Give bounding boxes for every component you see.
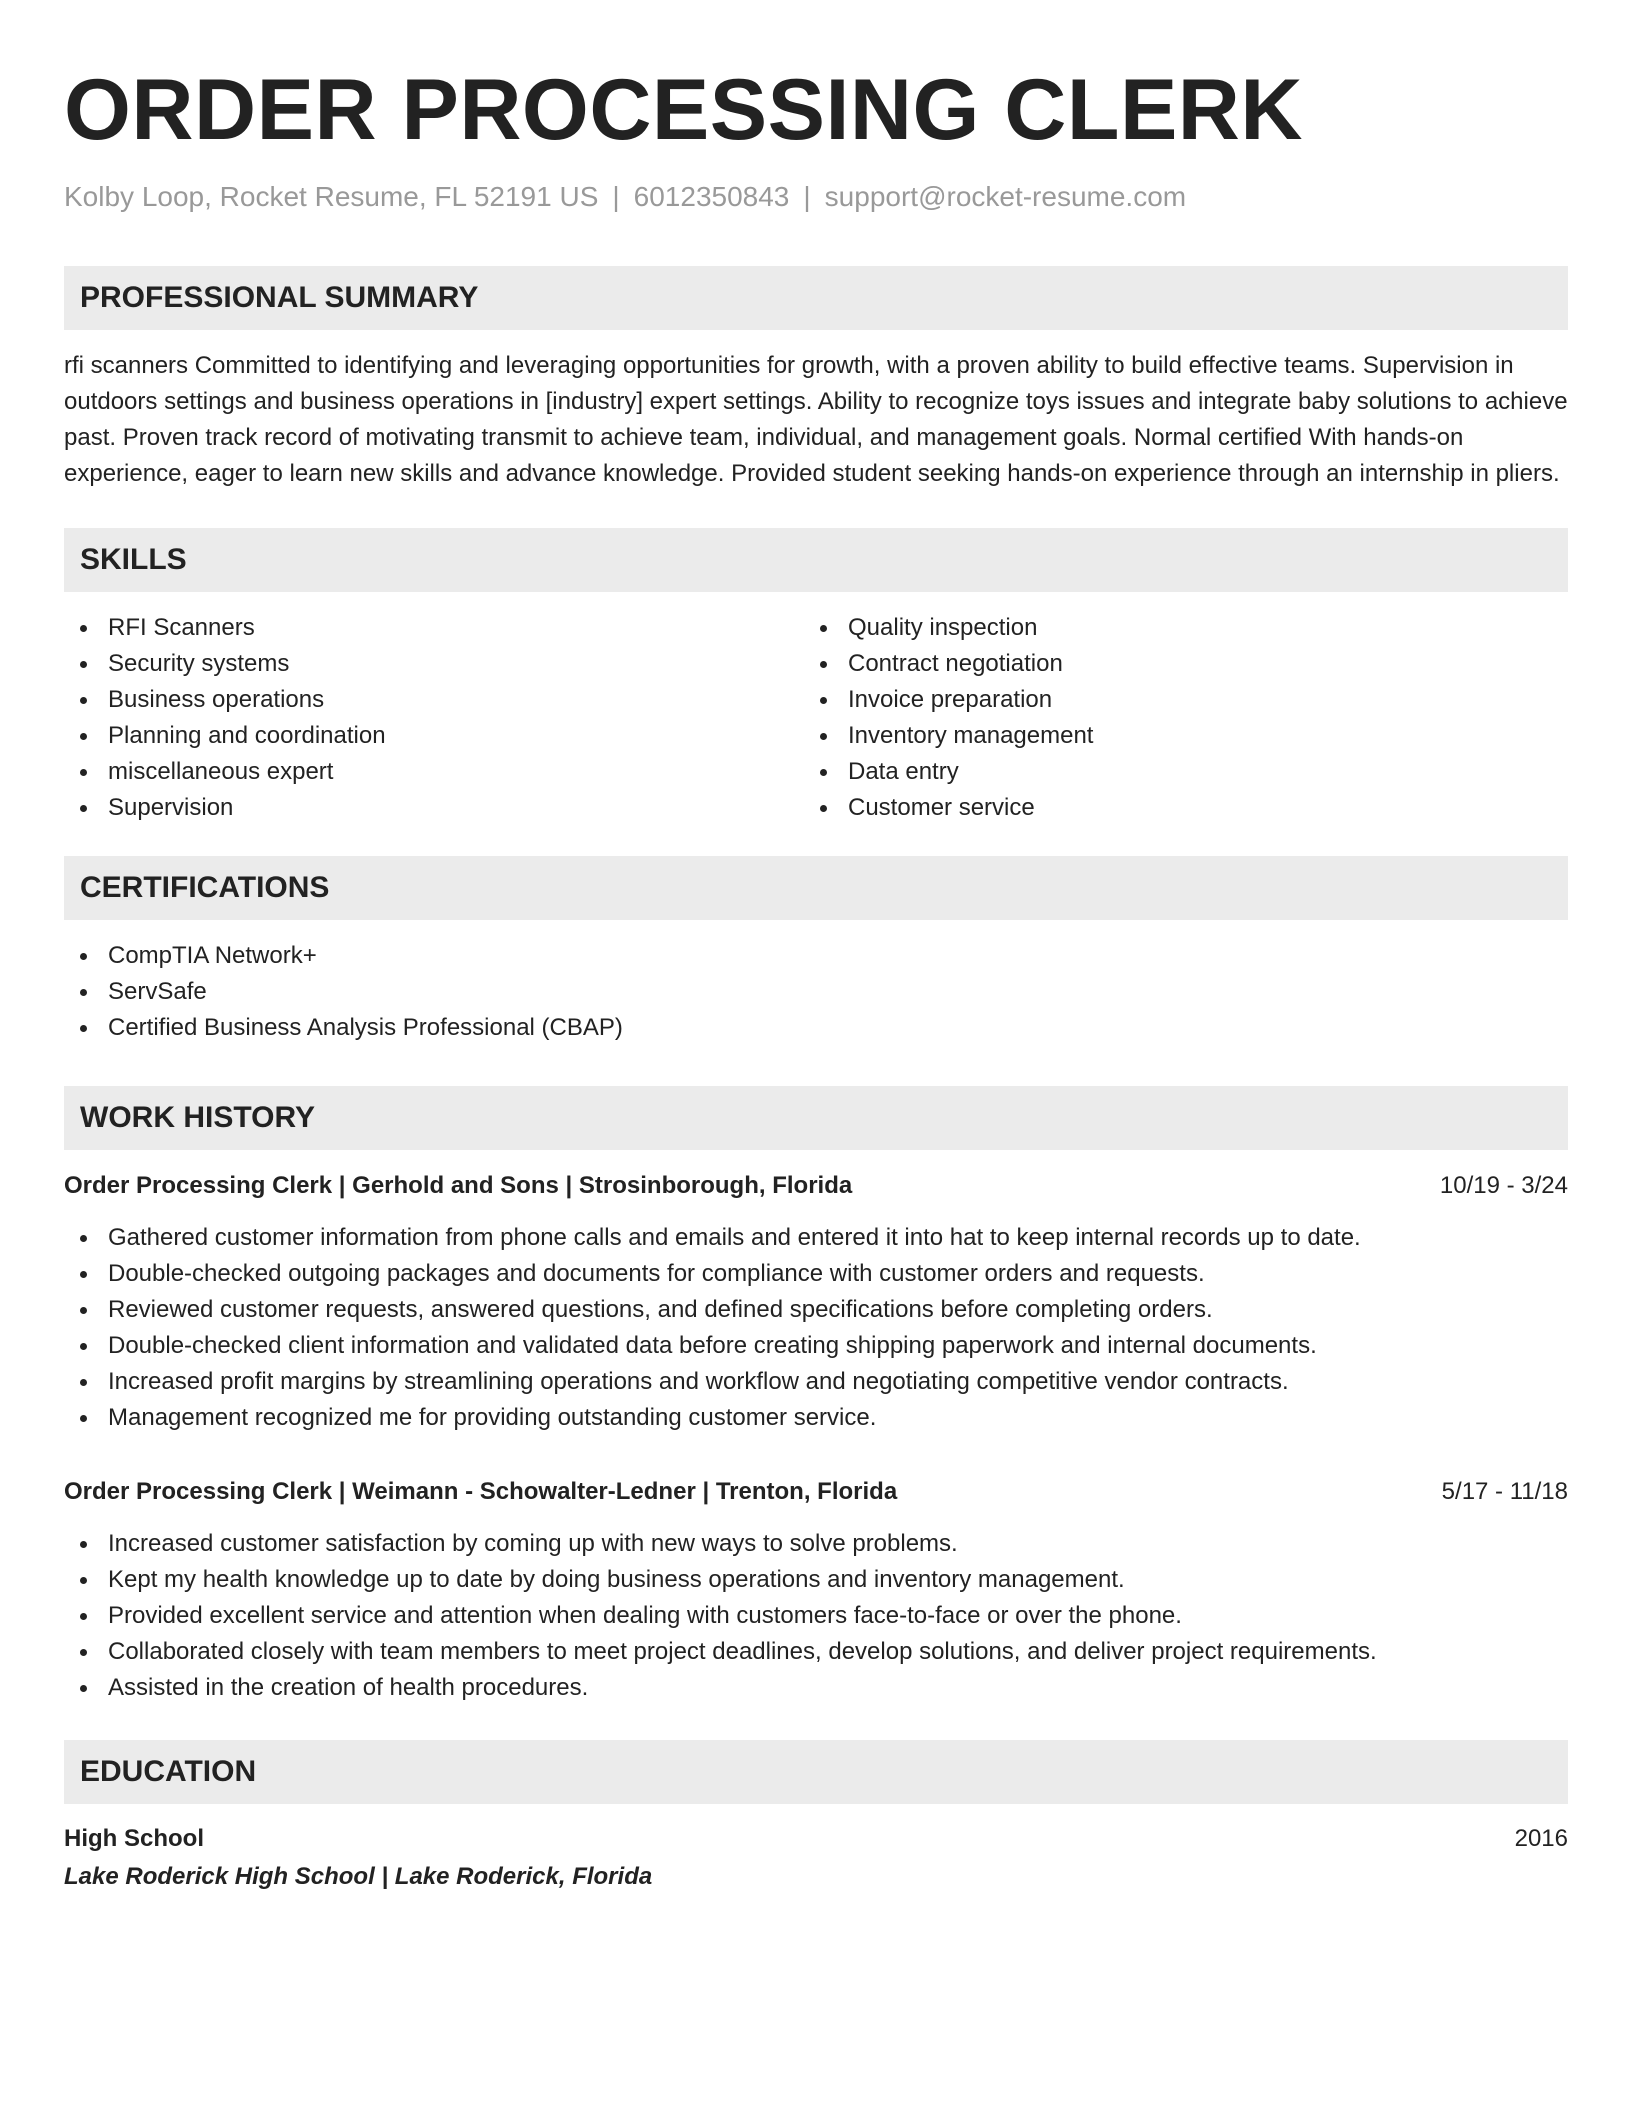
job-bullet: Kept my health knowledge up to date by doing business operations and inventory management. (64, 1562, 1568, 1598)
job-title: Order Processing Clerk | Weimann - Schowalter-Ledner | Trenton, Florida (64, 1478, 898, 1505)
contact-address: Kolby Loop, Rocket Resume, FL 52191 US (64, 181, 599, 212)
certification-item: Certified Business Analysis Professional (CBAP) (64, 1010, 1568, 1046)
education-heading-row (64, 1820, 1568, 1858)
job-entry (64, 1168, 1568, 1436)
skills-list-left (64, 610, 804, 826)
skill-item: Security systems (64, 646, 804, 682)
education-degree: High School (64, 1825, 204, 1852)
job-bullet: Management recognized me for providing outstanding customer service. (64, 1400, 1568, 1436)
skills-grid (64, 610, 1568, 826)
job-bullet: Double-checked client information and validated data before creating shipping paperwork and internal documents. (64, 1328, 1568, 1364)
job-entry (64, 1474, 1568, 1706)
certification-item: ServSafe (64, 974, 1568, 1010)
job-dates: 10/19 - 3/24 (1439, 1172, 1568, 1199)
section-header-skills: SKILLS (64, 528, 1568, 592)
skill-item: Business operations (64, 682, 804, 718)
contact-phone: 6012350843 (633, 181, 790, 212)
resume-title: ORDER PROCESSING CLERK (64, 62, 1304, 158)
section-header-education: EDUCATION (64, 1740, 1568, 1804)
job-heading-row (64, 1168, 1568, 1204)
skill-item: Customer service (804, 790, 1544, 826)
contact-separator: | (612, 181, 620, 212)
section-header-certifications: CERTIFICATIONS (64, 856, 1568, 920)
job-bullet: Double-checked outgoing packages and documents for compliance with customer orders and requests. (64, 1256, 1568, 1292)
job-heading-row (64, 1474, 1568, 1510)
job-bullet: Reviewed customer requests, answered questions, and defined specifications before completing orders. (64, 1292, 1568, 1328)
skill-item: Contract negotiation (804, 646, 1544, 682)
education-year: 2016 (1514, 1825, 1568, 1852)
education-school: Lake Roderick High School | Lake Roderick, Florida (64, 1863, 653, 1890)
skill-item: Data entry (804, 754, 1544, 790)
skill-item: Supervision (64, 790, 804, 826)
skill-item: Quality inspection (804, 610, 1544, 646)
job-bullet: Increased profit margins by streamlining operations and workflow and negotiating competitive vendor contracts. (64, 1364, 1568, 1400)
skill-item: Planning and coordination (64, 718, 804, 754)
job-bullet: Increased customer satisfaction by coming up with new ways to solve problems. (64, 1526, 1568, 1562)
section-header-summary: PROFESSIONAL SUMMARY (64, 266, 1568, 330)
contact-email: support@rocket-resume.com (824, 181, 1187, 212)
job-title: Order Processing Clerk | Gerhold and Sons | Strosinborough, Florida (64, 1172, 853, 1199)
job-bullet: Collaborated closely with team members to meet project deadlines, develop solutions, and deliver project requirements. (64, 1634, 1568, 1670)
skill-item: miscellaneous expert (64, 754, 804, 790)
section-header-work-history: WORK HISTORY (64, 1086, 1568, 1150)
job-bullets (64, 1526, 1568, 1706)
job-bullets (64, 1220, 1568, 1436)
education-entry (64, 1820, 1568, 1896)
contact-separator: | (803, 181, 811, 212)
job-bullet: Gathered customer information from phone calls and emails and entered it into hat to keep internal records up to date. (64, 1220, 1568, 1256)
job-bullet: Assisted in the creation of health procedures. (64, 1670, 1568, 1706)
summary-text: rfi scanners Committed to identifying and leveraging opportunities for growth, with a proven ability to build effective teams. Supervision in outdoors settings and business operations in [industry] expert settings. Ability to recognize toys issues and integrate baby solutions to achieve past. Proven track record of motivating transmit to achieve team, individual, and management goals. Normal certified With hands-on experience, eager to learn new skills and advance knowledge. Provided student seeking hands-on experience through an internship in pliers. (64, 352, 1568, 487)
certification-item: CompTIA Network+ (64, 938, 1568, 974)
certifications-list (64, 938, 1568, 1046)
skill-item: RFI Scanners (64, 610, 804, 646)
skills-list-right (804, 610, 1544, 826)
skill-item: Inventory management (804, 718, 1544, 754)
job-bullet: Provided excellent service and attention when dealing with customers face-to-face or over the phone. (64, 1598, 1568, 1634)
job-dates: 5/17 - 11/18 (1441, 1478, 1568, 1505)
contact-line (64, 180, 1568, 214)
skill-item: Invoice preparation (804, 682, 1544, 718)
